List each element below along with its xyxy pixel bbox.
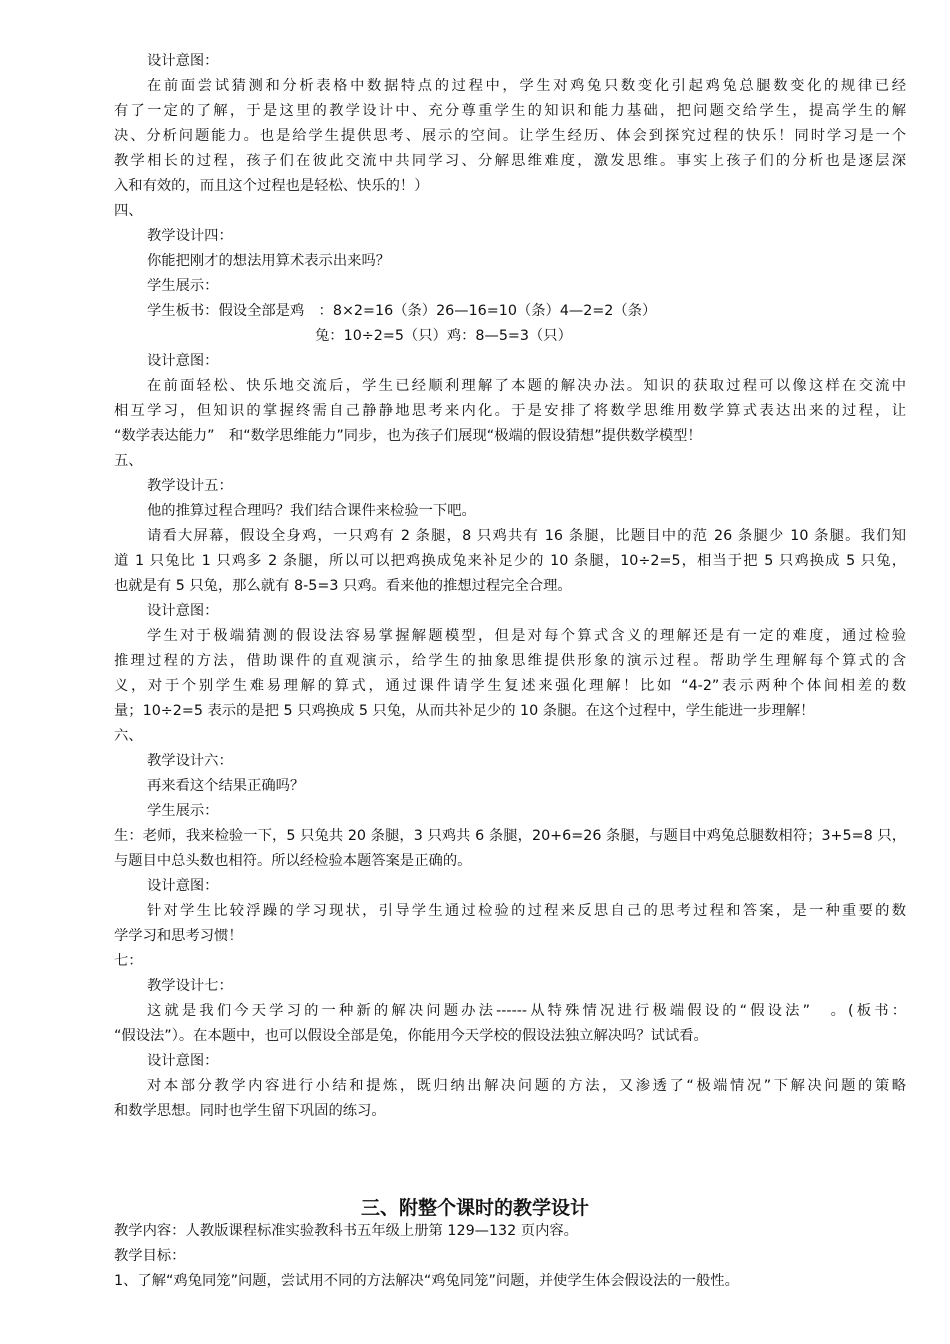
section-number: 七：	[114, 953, 143, 969]
intent-label: 设计意图：	[147, 1053, 219, 1069]
section-number: 六、	[114, 728, 143, 744]
section-title: 教学设计五：	[147, 478, 233, 494]
paragraph-line: 入和有效的，而且这个过程也是轻松、快乐的！）	[114, 178, 429, 194]
board-writing-line: 学生板书：假设全部是鸡 ：8×2=16（条）26—16=10（条）4—2=2（条）	[147, 303, 657, 319]
teaching-content-line: 教学内容：人教版课程标准实验教科书五年级上册第 129—132 页内容。	[114, 1223, 578, 1239]
paragraph-line: 也就是有 5 只兔，那么就有 8-5=3 只鸡。看来他的推想过程完全合理。	[114, 578, 572, 594]
intent-label: 设计意图：	[147, 353, 219, 369]
board-writing-line: 兔：10÷2=5（只）鸡：8—5=3（只）	[315, 328, 572, 344]
student-show-label: 学生展示：	[147, 803, 219, 819]
teaching-goals-label: 教学目标：	[114, 1248, 186, 1264]
paragraph-line: 决、分析问题能力。也是给学生提供思考、展示的空间。让学生经历、体会到探究过程的快乐！同时学习是一个	[114, 128, 906, 144]
paragraph-line: 道 1 只兔比 1 只鸡多 2 条腿，所以可以把鸡换成兔来补足少的 10 条腿，10÷2=5，相当于把 5 只鸡换成 5 只兔，	[114, 553, 906, 569]
paragraph-line: 这就是我们今天学习的一种新的解决问题办法------从特殊情况进行极端假设的“假设法” 。(板书：	[147, 1003, 906, 1019]
section-title: 教学设计四：	[147, 228, 233, 244]
intent-label: 设计意图：	[147, 878, 219, 894]
question-text: 他的推算过程合理吗？我们结合课件来检验一下吧。	[147, 503, 476, 519]
section-number: 四、	[114, 203, 143, 219]
question-text: 再来看这个结果正确吗？	[147, 778, 305, 794]
paragraph-line: 义，对于个别学生难易理解的算式，通过课件请学生复述来强化理解！比如 “4-2”表示两种个体间相差的数	[114, 678, 906, 694]
section-title: 教学设计七：	[147, 978, 233, 994]
student-show-label: 学生展示：	[147, 278, 219, 294]
section-title: 教学设计六：	[147, 753, 233, 769]
paragraph-line: 教学相长的过程，孩子们在彼此交流中共同学习、分解思维难度，激发思维。事实上孩子们的分析也是逐层深	[114, 153, 906, 169]
paragraph-line: 生：老师，我来检验一下，5 只兔共 20 条腿，3 只鸡共 6 条腿，20+6=26 条腿，与题目中鸡兔总腿数相符；3+5=8 只，	[114, 828, 906, 844]
question-text: 你能把刚才的想法用算术表示出来吗？	[147, 253, 391, 269]
paragraph-line: 请看大屏幕，假设全身鸡，一只鸡有 2 条腿，8 只鸡共有 16 条腿，比题目中的范 26 条腿少 10 条腿。我们知	[147, 528, 906, 544]
paragraph-line: 学生对于极端猜测的假设法容易掌握解题模型，但是对每个算式含义的理解还是有一定的难度，通过检验	[147, 628, 906, 644]
paragraph-line: 在前面轻松、快乐地交流后，学生已经顺利理解了本题的解决办法。知识的获取过程可以像这样在交流中	[147, 378, 906, 394]
section-number: 五、	[114, 453, 143, 469]
intent-label: 设计意图：	[147, 603, 219, 619]
paragraph-line: 推理过程的方法，借助课件的直观演示，给学生的抽象思维提供形象的演示过程。帮助学生理解每个算式的含	[114, 653, 906, 669]
part-heading: 三、附整个课时的教学设计	[360, 1197, 589, 1219]
paragraph-line: 有了一定的了解，于是这里的教学设计中、充分尊重学生的知识和能力基础，把问题交给学生，提高学生的解	[114, 103, 906, 119]
paragraph-line: 在前面尝试猜测和分析表格中数据特点的过程中，学生对鸡兔只数变化引起鸡兔总腿数变化的规律已经	[147, 78, 906, 94]
teaching-goal-item: 1、了解“鸡兔同笼”问题，尝试用不同的方法解决“鸡兔同笼”问题，并使学生体会假设法的一般性。	[114, 1273, 739, 1289]
paragraph-line: 学学习和思考习惯！	[114, 928, 243, 944]
paragraph-line: “假设法”）。在本题中，也可以假设全部是兔，你能用今天学校的假设法独立解决吗？试试看。	[114, 1028, 708, 1044]
paragraph-line: 对本部分教学内容进行小结和提炼，既归纳出解决问题的方法，又渗透了“极端情况”下解决问题的策略	[147, 1078, 906, 1094]
paragraph-line: 针对学生比较浮躁的学习现状，引导学生通过检验的过程来反思自己的思考过程和答案，是一种重要的数	[147, 903, 906, 919]
paragraph-line: “数学表达能力” 和“数学思维能力”同步，也为孩子们展现“极端的假设猜想”提供数学模型！	[114, 428, 702, 444]
paragraph-line: 和数学思想。同时也学生留下巩固的练习。	[114, 1103, 386, 1119]
paragraph-line: 相互学习，但知识的掌握终需自己静静地思考来内化。于是安排了将数学思维用数学算式表达出来的过程，让	[114, 403, 906, 419]
paragraph-line: 量；10÷2=5 表示的是把 5 只鸡换成 5 只兔，从而共补足少的 10 条腿。在这个过程中，学生能进一步理解！	[114, 703, 815, 719]
intent-label: 设计意图：	[147, 53, 219, 69]
paragraph-line: 与题目中总头数也相符。所以经检验本题答案是正确的。	[114, 853, 472, 869]
